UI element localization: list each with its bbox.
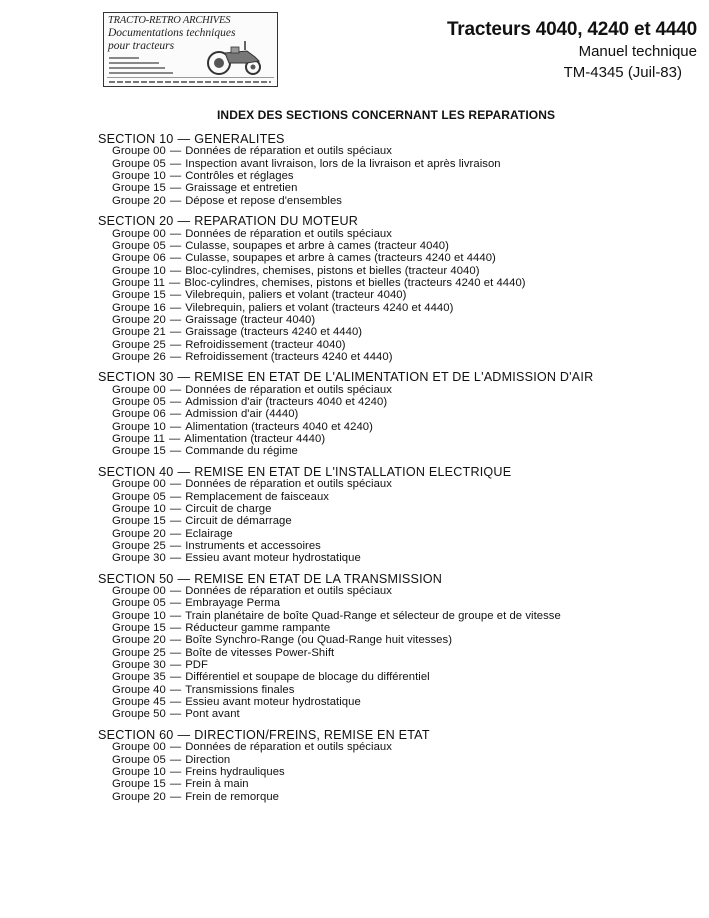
section-title: GENERALITES bbox=[194, 132, 285, 146]
dash-separator: — bbox=[169, 659, 182, 672]
group-label: Groupe 15 bbox=[112, 622, 166, 635]
group-title: Graissage (tracteurs 4240 et 4440) bbox=[185, 326, 363, 339]
group-title: Freins hydrauliques bbox=[185, 765, 285, 778]
group-entry bbox=[98, 552, 698, 564]
group-title: Pont avant bbox=[185, 708, 240, 721]
stamp-fine-print bbox=[109, 57, 139, 59]
group-entry bbox=[98, 396, 698, 408]
dash-separator: — bbox=[177, 464, 191, 479]
group-label: Groupe 00 bbox=[112, 145, 166, 158]
dash-separator: — bbox=[169, 170, 182, 183]
group-entry bbox=[98, 791, 698, 803]
group-title: Boîte de vitesses Power-Shift bbox=[185, 646, 335, 659]
group-label: Groupe 05 bbox=[112, 597, 166, 610]
section-block bbox=[98, 466, 698, 565]
dash-separator: — bbox=[177, 571, 191, 586]
group-entry bbox=[98, 384, 698, 396]
group-entry bbox=[98, 195, 698, 207]
section-heading bbox=[98, 729, 698, 741]
group-title: Train planétaire de boîte Quad-Range et sélecteur de groupe et de vitesse bbox=[185, 609, 561, 622]
group-label: Groupe 10 bbox=[112, 264, 166, 277]
group-title: Frein à main bbox=[185, 778, 249, 791]
section-block bbox=[98, 371, 698, 457]
dash-separator: — bbox=[177, 727, 191, 742]
group-title: Données de réparation et outils spéciaux bbox=[185, 478, 392, 491]
group-label: Groupe 20 bbox=[112, 313, 166, 326]
group-label: Groupe 10 bbox=[112, 609, 166, 622]
group-title: Frein de remorque bbox=[185, 790, 279, 803]
group-title: Embrayage Perma bbox=[185, 597, 281, 610]
section-index bbox=[98, 133, 698, 811]
section-heading bbox=[98, 215, 698, 227]
dash-separator: — bbox=[169, 408, 182, 421]
dash-separator: — bbox=[169, 790, 182, 803]
group-label: Groupe 11 bbox=[112, 433, 165, 446]
group-title: Essieu avant moteur hydrostatique bbox=[185, 552, 361, 565]
group-title: Direction bbox=[185, 753, 231, 766]
dash-separator: — bbox=[169, 326, 182, 339]
section-title: REPARATION DU MOTEUR bbox=[194, 214, 359, 229]
group-title: Instruments et accessoires bbox=[185, 539, 321, 552]
group-entry bbox=[98, 708, 698, 720]
group-title: Circuit de démarrage bbox=[185, 515, 292, 528]
section-label: SECTION 40 bbox=[98, 464, 174, 479]
group-entry bbox=[98, 289, 698, 301]
group-label: Groupe 15 bbox=[112, 289, 166, 302]
dash-separator: — bbox=[169, 157, 182, 170]
group-label: Groupe 05 bbox=[112, 753, 166, 766]
group-label: Groupe 10 bbox=[112, 420, 166, 433]
dash-separator: — bbox=[169, 433, 181, 446]
group-label: Groupe 20 bbox=[112, 790, 166, 803]
group-title: Culasse, soupapes et arbre à cames (tracteur 4040) bbox=[185, 239, 449, 252]
dash-separator: — bbox=[169, 276, 181, 289]
stamp-address-line bbox=[109, 81, 271, 83]
group-label: Groupe 05 bbox=[112, 396, 166, 409]
dash-separator: — bbox=[169, 609, 182, 622]
group-entry bbox=[98, 252, 698, 264]
section-block bbox=[98, 573, 698, 721]
group-entry bbox=[98, 326, 698, 338]
group-label: Groupe 45 bbox=[112, 696, 166, 709]
group-entry bbox=[98, 622, 698, 634]
dash-separator: — bbox=[169, 622, 182, 635]
group-title: Alimentation (tracteurs 4040 et 4240) bbox=[185, 420, 373, 433]
group-entry bbox=[98, 597, 698, 609]
section-block bbox=[98, 729, 698, 803]
manual-reference: TM-4345 (Juil-83) bbox=[563, 64, 682, 81]
stamp-divider bbox=[107, 77, 274, 78]
group-entry bbox=[98, 585, 698, 597]
section-block bbox=[98, 215, 698, 363]
group-title: Culasse, soupapes et arbre à cames (tracteurs 4240 et 4440) bbox=[185, 252, 496, 265]
group-entry bbox=[98, 540, 698, 552]
group-title: Admission d'air (tracteurs 4040 et 4240) bbox=[185, 396, 388, 409]
group-label: Groupe 16 bbox=[112, 301, 166, 314]
dash-separator: — bbox=[169, 778, 182, 791]
group-entry bbox=[98, 671, 698, 683]
dash-separator: — bbox=[169, 313, 182, 326]
group-entry bbox=[98, 240, 698, 252]
dash-separator: — bbox=[169, 239, 182, 252]
group-label: Groupe 30 bbox=[112, 659, 166, 672]
dash-separator: — bbox=[177, 214, 191, 229]
dash-separator: — bbox=[169, 445, 182, 458]
group-title: Dépose et repose d'ensembles bbox=[185, 194, 342, 207]
section-heading bbox=[98, 573, 698, 585]
group-title: Essieu avant moteur hydrostatique bbox=[185, 696, 361, 709]
section-title: REMISE EN ETAT DE L'ALIMENTATION ET DE L'ADMISSION D'AIR bbox=[194, 370, 594, 385]
group-entry bbox=[98, 754, 698, 766]
section-heading bbox=[98, 371, 698, 383]
group-entry bbox=[98, 659, 698, 671]
dash-separator: — bbox=[177, 370, 191, 385]
dash-separator: — bbox=[169, 515, 182, 528]
group-entry bbox=[98, 170, 698, 182]
group-title: Graissage et entretien bbox=[185, 182, 298, 195]
group-entry bbox=[98, 503, 698, 515]
dash-separator: — bbox=[169, 527, 182, 540]
dash-separator: — bbox=[169, 194, 182, 207]
dash-separator: — bbox=[169, 671, 182, 684]
tractor-icon bbox=[207, 41, 267, 77]
dash-separator: — bbox=[169, 683, 182, 696]
group-title: Vilebrequin, paliers et volant (tracteurs 4240 et 4440) bbox=[185, 301, 454, 314]
group-title: Refroidissement (tracteur 4040) bbox=[185, 338, 346, 351]
group-entry bbox=[98, 408, 698, 420]
group-entry bbox=[98, 610, 698, 622]
dash-separator: — bbox=[169, 227, 182, 240]
group-label: Groupe 15 bbox=[112, 778, 166, 791]
group-entry bbox=[98, 302, 698, 314]
dash-separator: — bbox=[169, 289, 182, 302]
group-title: Données de réparation et outils spéciaux bbox=[185, 227, 392, 240]
dash-separator: — bbox=[169, 708, 182, 721]
group-title: Données de réparation et outils spéciaux bbox=[185, 383, 392, 396]
group-label: Groupe 10 bbox=[112, 170, 166, 183]
dash-separator: — bbox=[169, 765, 182, 778]
group-label: Groupe 05 bbox=[112, 157, 166, 170]
group-label: Groupe 35 bbox=[112, 671, 166, 684]
group-title: Données de réparation et outils spéciaux bbox=[185, 145, 392, 158]
group-label: Groupe 00 bbox=[112, 227, 166, 240]
section-block bbox=[98, 133, 698, 207]
group-title: Vilebrequin, paliers et volant (tracteur 4040) bbox=[185, 289, 407, 302]
dash-separator: — bbox=[169, 182, 182, 195]
group-entry bbox=[98, 339, 698, 351]
dash-separator: — bbox=[169, 585, 182, 597]
dash-separator: — bbox=[169, 741, 182, 754]
group-label: Groupe 05 bbox=[112, 490, 166, 503]
dash-separator: — bbox=[169, 696, 182, 709]
group-entry bbox=[98, 158, 698, 170]
section-title: REMISE EN ETAT DE LA TRANSMISSION bbox=[194, 571, 443, 586]
group-label: Groupe 15 bbox=[112, 182, 166, 195]
group-title: Alimentation (tracteur 4440) bbox=[184, 433, 326, 446]
group-title: Commande du régime bbox=[185, 445, 298, 458]
group-title: Transmissions finales bbox=[185, 683, 295, 696]
group-label: Groupe 50 bbox=[112, 708, 166, 721]
group-entry bbox=[98, 145, 698, 157]
group-entry bbox=[98, 634, 698, 646]
group-title: Admission d'air (4440) bbox=[185, 408, 299, 421]
group-label: Groupe 40 bbox=[112, 683, 166, 696]
dash-separator: — bbox=[169, 350, 182, 363]
section-heading bbox=[98, 133, 698, 145]
group-label: Groupe 20 bbox=[112, 527, 166, 540]
group-title: Boîte Synchro-Range (ou Quad-Range huit vitesses) bbox=[185, 634, 453, 647]
section-title: DIRECTION/FREINS, REMISE EN ETAT bbox=[194, 727, 430, 742]
stamp-line-2: Documentations techniques bbox=[108, 27, 236, 39]
group-title: Données de réparation et outils spéciaux bbox=[185, 585, 392, 597]
group-entry bbox=[98, 491, 698, 503]
stamp-fine-print bbox=[109, 72, 173, 74]
dash-separator: — bbox=[169, 539, 182, 552]
section-title: REMISE EN ETAT DE L'INSTALLATION ELECTRIQUE bbox=[194, 464, 512, 479]
group-label: Groupe 06 bbox=[112, 252, 166, 265]
group-label: Groupe 06 bbox=[112, 408, 166, 421]
group-label: Groupe 10 bbox=[112, 502, 166, 515]
group-title: Graissage (tracteur 4040) bbox=[185, 313, 316, 326]
group-label: Groupe 20 bbox=[112, 634, 166, 647]
dash-separator: — bbox=[169, 502, 182, 515]
group-title: Circuit de charge bbox=[185, 502, 272, 515]
dash-separator: — bbox=[169, 338, 182, 351]
group-entry bbox=[98, 351, 698, 363]
group-label: Groupe 25 bbox=[112, 539, 166, 552]
group-title: Refroidissement (tracteurs 4240 et 4440) bbox=[185, 350, 393, 363]
group-entry bbox=[98, 478, 698, 490]
group-label: Groupe 25 bbox=[112, 646, 166, 659]
dash-separator: — bbox=[169, 420, 182, 433]
group-title: PDF bbox=[185, 659, 208, 672]
group-label: Groupe 15 bbox=[112, 515, 166, 528]
group-title: Bloc-cylindres, chemises, pistons et bielles (tracteur 4040) bbox=[185, 264, 480, 277]
dash-separator: — bbox=[169, 252, 182, 265]
group-label: Groupe 05 bbox=[112, 239, 166, 252]
group-entry bbox=[98, 741, 698, 753]
dash-separator: — bbox=[169, 552, 182, 565]
group-entry bbox=[98, 433, 698, 445]
group-entry bbox=[98, 445, 698, 457]
group-label: Groupe 26 bbox=[112, 350, 166, 363]
group-label: Groupe 20 bbox=[112, 194, 166, 207]
group-entry bbox=[98, 684, 698, 696]
dash-separator: — bbox=[169, 478, 182, 491]
group-entry bbox=[98, 696, 698, 708]
group-entry bbox=[98, 265, 698, 277]
group-label: Groupe 00 bbox=[112, 741, 166, 754]
group-entry bbox=[98, 228, 698, 240]
dash-separator: — bbox=[169, 301, 182, 314]
archive-stamp-logo bbox=[103, 12, 278, 87]
document-title: Tracteurs 4040, 4240 et 4440 bbox=[446, 19, 697, 40]
group-entry bbox=[98, 647, 698, 659]
group-label: Groupe 30 bbox=[112, 552, 166, 565]
document-subtitle: Manuel technique bbox=[578, 43, 697, 60]
group-title: Contrôles et réglages bbox=[185, 170, 294, 183]
index-heading: INDEX DES SECTIONS CONCERNANT LES REPARATIONS bbox=[217, 108, 556, 122]
group-title: Inspection avant livraison, lors de la livraison et après livraison bbox=[185, 157, 501, 170]
group-label: Groupe 11 bbox=[112, 276, 165, 289]
section-label: SECTION 60 bbox=[98, 727, 174, 742]
dash-separator: — bbox=[169, 597, 182, 610]
group-entry bbox=[98, 766, 698, 778]
group-label: Groupe 10 bbox=[112, 765, 166, 778]
group-title: Remplacement de faisceaux bbox=[185, 490, 329, 503]
dash-separator: — bbox=[169, 396, 182, 409]
group-label: Groupe 25 bbox=[112, 338, 166, 351]
section-label: SECTION 10 bbox=[98, 132, 174, 146]
section-label: SECTION 20 bbox=[98, 214, 174, 229]
group-entry bbox=[98, 314, 698, 326]
dash-separator: — bbox=[169, 264, 182, 277]
group-title: Bloc-cylindres, chemises, pistons et bielles (tracteurs 4240 et 4440) bbox=[184, 276, 526, 289]
group-title: Données de réparation et outils spéciaux bbox=[185, 741, 392, 754]
dash-separator: — bbox=[169, 646, 182, 659]
dash-separator: — bbox=[169, 753, 182, 766]
group-title: Réducteur gamme rampante bbox=[185, 622, 331, 635]
dash-separator: — bbox=[177, 132, 191, 146]
section-label: SECTION 30 bbox=[98, 370, 174, 385]
stamp-fine-print bbox=[109, 62, 159, 64]
dash-separator: — bbox=[169, 490, 182, 503]
group-entry bbox=[98, 277, 698, 289]
section-label: SECTION 50 bbox=[98, 571, 174, 586]
group-entry bbox=[98, 515, 698, 527]
group-entry bbox=[98, 778, 698, 790]
group-label: Groupe 00 bbox=[112, 383, 166, 396]
section-heading bbox=[98, 466, 698, 478]
group-label: Groupe 21 bbox=[112, 326, 166, 339]
group-label: Groupe 00 bbox=[112, 478, 166, 491]
group-title: Eclairage bbox=[185, 527, 233, 540]
dash-separator: — bbox=[169, 634, 182, 647]
stamp-line-3: pour tracteurs bbox=[108, 40, 175, 52]
dash-separator: — bbox=[169, 383, 182, 396]
group-title: Différentiel et soupape de blocage du différentiel bbox=[185, 671, 430, 684]
stamp-fine-print bbox=[109, 67, 165, 69]
group-label: Groupe 00 bbox=[112, 585, 166, 597]
group-entry bbox=[98, 528, 698, 540]
group-entry bbox=[98, 182, 698, 194]
dash-separator: — bbox=[169, 145, 182, 158]
group-label: Groupe 15 bbox=[112, 445, 166, 458]
group-entry bbox=[98, 421, 698, 433]
stamp-line-1: TRACTO-RETRO ARCHIVES bbox=[108, 15, 231, 26]
